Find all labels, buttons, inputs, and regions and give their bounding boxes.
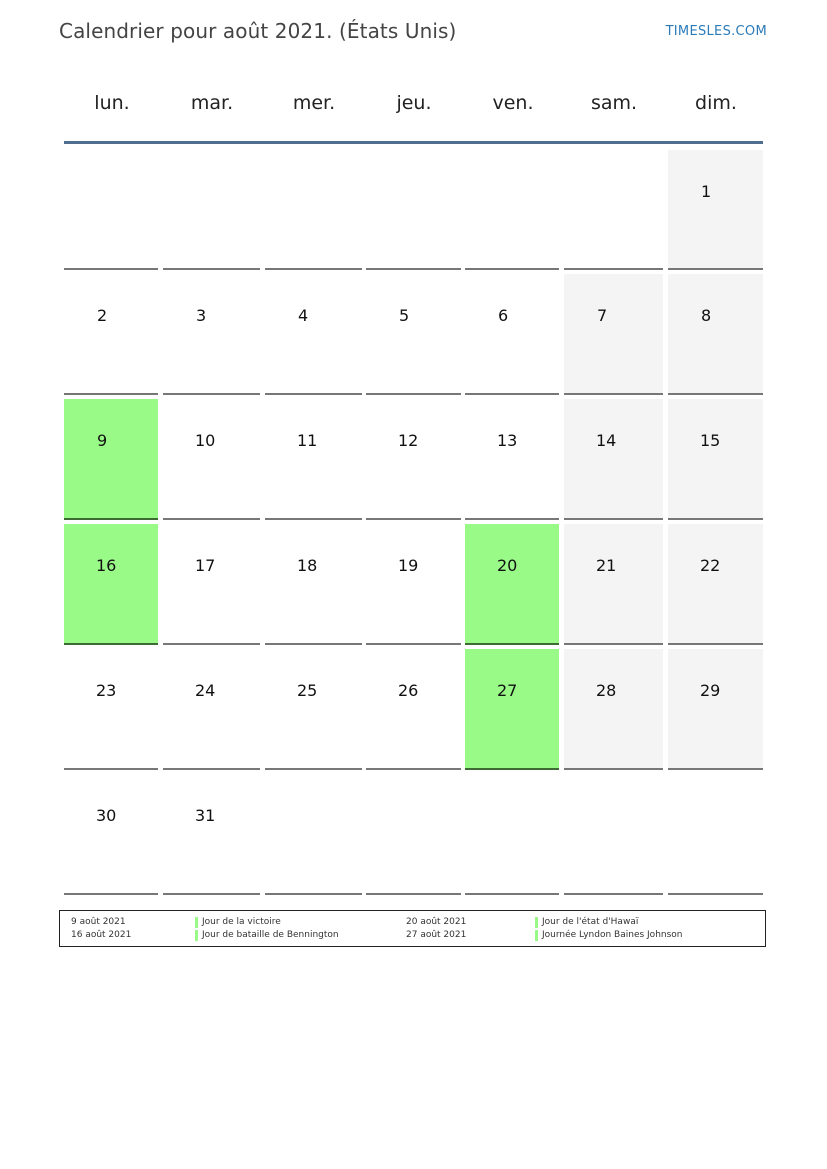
calendar-empty-cell — [465, 774, 559, 895]
calendar-day-3 — [163, 274, 260, 395]
day-number: 26 — [398, 681, 419, 700]
cell-bottom-rule — [366, 518, 461, 520]
calendar-day-13 — [465, 399, 559, 520]
day-number: 16 — [96, 556, 117, 575]
calendar-empty-cell — [366, 150, 461, 270]
cell-bottom-rule — [366, 768, 461, 770]
weekday-thu: jeu. — [396, 92, 432, 114]
legend-date-4: 27 août 2021 — [406, 930, 467, 940]
weekday-tue: mar. — [190, 92, 234, 114]
day-number: 14 — [596, 431, 617, 450]
page-title: Calendrier pour août 2021. (États Unis) — [59, 19, 457, 43]
day-number: 15 — [700, 431, 721, 450]
day-number: 12 — [398, 431, 419, 450]
calendar-empty-cell — [564, 774, 663, 895]
day-number: 11 — [297, 431, 318, 450]
weekday-sun: dim. — [695, 92, 737, 114]
calendar-day-28 — [564, 649, 663, 770]
legend-color-mark-1 — [195, 917, 198, 928]
calendar-empty-cell — [465, 150, 559, 270]
legend-date-3: 20 août 2021 — [406, 917, 467, 927]
cell-bottom-rule — [64, 268, 158, 270]
day-number: 30 — [96, 806, 117, 825]
day-number: 1 — [701, 182, 712, 201]
calendar-empty-cell — [366, 774, 461, 895]
calendar-day-9 — [64, 399, 158, 520]
cell-bottom-rule — [64, 768, 158, 770]
calendar-empty-cell — [64, 150, 158, 270]
cell-bottom-rule — [564, 268, 663, 270]
cell-bottom-rule — [163, 768, 260, 770]
holiday-legend — [59, 910, 766, 947]
cell-bottom-rule — [668, 518, 763, 520]
cell-bottom-rule — [668, 893, 763, 895]
calendar-empty-cell — [265, 150, 362, 270]
cell-bottom-rule — [163, 393, 260, 395]
day-number: 22 — [700, 556, 721, 575]
calendar-day-23 — [64, 649, 158, 770]
cell-bottom-rule — [366, 893, 461, 895]
day-number: 9 — [97, 431, 108, 450]
day-number: 23 — [96, 681, 117, 700]
cell-bottom-rule — [668, 768, 763, 770]
cell-bottom-rule — [564, 893, 663, 895]
day-number: 13 — [497, 431, 518, 450]
weekday-header — [0, 0, 827, 150]
cell-bottom-rule — [265, 768, 362, 770]
cell-bottom-rule — [265, 393, 362, 395]
day-number: 7 — [597, 306, 608, 325]
cell-bottom-rule — [564, 768, 663, 770]
cell-bottom-rule — [265, 268, 362, 270]
cell-bottom-rule — [366, 643, 461, 645]
calendar-day-11 — [265, 399, 362, 520]
cell-bottom-rule — [465, 893, 559, 895]
cell-bottom-rule — [564, 643, 663, 645]
cell-bottom-rule — [163, 893, 260, 895]
cell-bottom-rule — [668, 268, 763, 270]
cell-bottom-rule — [163, 643, 260, 645]
cell-bottom-rule — [465, 268, 559, 270]
cell-bottom-rule — [668, 643, 763, 645]
cell-bottom-rule — [465, 518, 559, 520]
legend-date-2: 16 août 2021 — [71, 930, 132, 940]
calendar-day-6 — [465, 274, 559, 395]
day-number: 17 — [195, 556, 216, 575]
cell-bottom-rule — [64, 893, 158, 895]
calendar-day-17 — [163, 524, 260, 645]
day-number: 24 — [195, 681, 216, 700]
legend-name-4: Journée Lyndon Baines Johnson — [542, 930, 683, 940]
legend-name-2: Jour de bataille de Bennington — [202, 930, 339, 940]
calendar-day-20 — [465, 524, 559, 645]
cell-bottom-rule — [366, 393, 461, 395]
calendar-day-19 — [366, 524, 461, 645]
day-number: 25 — [297, 681, 318, 700]
legend-date-1: 9 août 2021 — [71, 917, 126, 927]
day-number: 8 — [701, 306, 712, 325]
calendar-day-14 — [564, 399, 663, 520]
day-number: 21 — [596, 556, 617, 575]
day-number: 18 — [297, 556, 318, 575]
weekday-wed: mer. — [292, 92, 336, 114]
calendar-day-24 — [163, 649, 260, 770]
calendar-day-21 — [564, 524, 663, 645]
weekday-fri: ven. — [492, 92, 534, 114]
cell-bottom-rule — [564, 518, 663, 520]
cell-bottom-rule — [465, 393, 559, 395]
calendar-day-16 — [64, 524, 158, 645]
legend-name-3: Jour de l'état d'Hawaï — [542, 917, 639, 927]
brand-link[interactable]: TIMESLES.COM — [665, 24, 767, 39]
cell-bottom-rule — [265, 643, 362, 645]
legend-name-1: Jour de la victoire — [202, 917, 281, 927]
legend-color-mark-3 — [535, 917, 538, 928]
calendar-empty-cell — [564, 150, 663, 270]
cell-bottom-rule — [564, 393, 663, 395]
calendar-day-30 — [64, 774, 158, 895]
cell-bottom-rule — [366, 268, 461, 270]
calendar-day-29 — [668, 649, 763, 770]
day-number: 5 — [399, 306, 410, 325]
day-number: 4 — [298, 306, 309, 325]
cell-bottom-rule — [64, 643, 158, 645]
cell-bottom-rule — [265, 518, 362, 520]
calendar-day-5 — [366, 274, 461, 395]
day-number: 19 — [398, 556, 419, 575]
day-number: 29 — [700, 681, 721, 700]
cell-bottom-rule — [668, 393, 763, 395]
calendar-day-10 — [163, 399, 260, 520]
calendar-day-25 — [265, 649, 362, 770]
calendar-day-26 — [366, 649, 461, 770]
day-number: 10 — [195, 431, 216, 450]
calendar-day-22 — [668, 524, 763, 645]
cell-bottom-rule — [64, 518, 158, 520]
calendar-day-18 — [265, 524, 362, 645]
cell-bottom-rule — [64, 393, 158, 395]
header-rule — [64, 141, 763, 144]
day-number: 27 — [497, 681, 518, 700]
calendar-day-7 — [564, 274, 663, 395]
day-number: 28 — [596, 681, 617, 700]
day-number: 3 — [196, 306, 207, 325]
calendar-day-15 — [668, 399, 763, 520]
weekday-sat: sam. — [590, 92, 638, 114]
legend-color-mark-4 — [535, 930, 538, 941]
calendar-day-12 — [366, 399, 461, 520]
day-number: 6 — [498, 306, 509, 325]
day-number: 2 — [97, 306, 108, 325]
calendar-empty-cell — [668, 774, 763, 895]
day-number: 31 — [195, 806, 216, 825]
cell-bottom-rule — [465, 643, 559, 645]
cell-bottom-rule — [265, 893, 362, 895]
calendar-empty-cell — [163, 150, 260, 270]
cell-bottom-rule — [163, 268, 260, 270]
day-number: 20 — [497, 556, 518, 575]
legend-color-mark-2 — [195, 930, 198, 941]
calendar-empty-cell — [265, 774, 362, 895]
cell-bottom-rule — [163, 518, 260, 520]
cell-bottom-rule — [465, 768, 559, 770]
calendar-day-4 — [265, 274, 362, 395]
calendar-day-2 — [64, 274, 158, 395]
weekday-mon: lun. — [94, 92, 130, 114]
calendar-day-8 — [668, 274, 763, 395]
calendar-day-27 — [465, 649, 559, 770]
calendar-day-31 — [163, 774, 260, 895]
calendar-day-1 — [668, 150, 763, 270]
